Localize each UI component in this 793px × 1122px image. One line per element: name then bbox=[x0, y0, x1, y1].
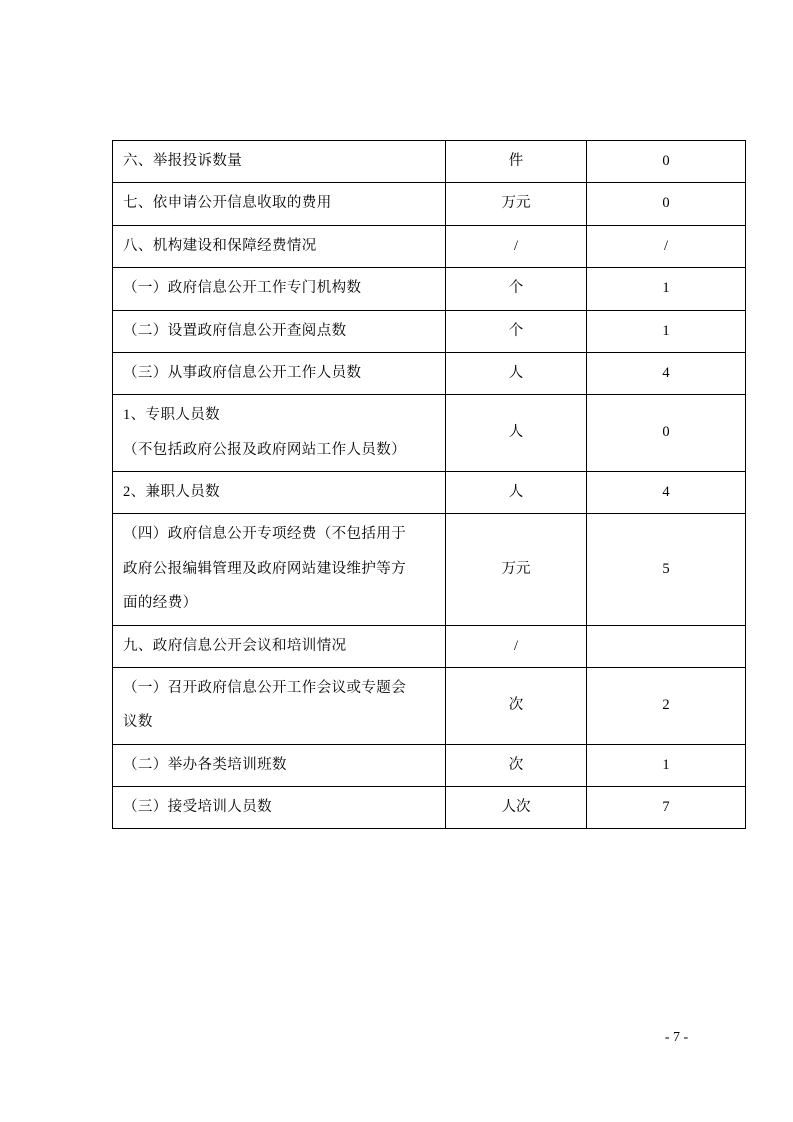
row-label-line: （四）政府信息公开专项经费（不包括用于 bbox=[123, 526, 407, 543]
table-row bbox=[113, 395, 746, 472]
row-label-cell bbox=[113, 667, 446, 744]
row-label-cell bbox=[113, 787, 446, 829]
row-label-line: 面的经费） bbox=[123, 595, 198, 612]
row-label-line: 1、专职人员数 bbox=[123, 407, 221, 424]
row-label-line: 六、举报投诉数量 bbox=[123, 153, 243, 169]
row-label-line: 2、兼职人员数 bbox=[123, 484, 221, 500]
row-unit-cell: 人 bbox=[446, 472, 587, 514]
row-unit-cell: 个 bbox=[446, 310, 587, 352]
row-unit-cell: 件 bbox=[446, 141, 587, 183]
row-unit-cell: 个 bbox=[446, 268, 587, 310]
row-value-cell: 4 bbox=[587, 472, 746, 514]
table-row bbox=[113, 787, 746, 829]
row-value-cell: 5 bbox=[587, 514, 746, 625]
table-row bbox=[113, 268, 746, 310]
row-value-cell: / bbox=[587, 225, 746, 267]
row-label-cell bbox=[113, 472, 446, 514]
row-unit-cell: 万元 bbox=[446, 514, 587, 625]
row-label-line: 议数 bbox=[123, 714, 153, 731]
table-row bbox=[113, 625, 746, 667]
row-unit-cell: 人次 bbox=[446, 787, 587, 829]
row-label-line: 政府公报编辑管理及政府网站建设维护等方 bbox=[123, 560, 407, 577]
row-unit-cell: 次 bbox=[446, 667, 587, 744]
row-unit-cell: 人 bbox=[446, 395, 587, 472]
row-label-cell bbox=[113, 744, 446, 786]
table-row bbox=[113, 744, 746, 786]
row-value-cell: 1 bbox=[587, 744, 746, 786]
table-row bbox=[113, 352, 746, 394]
row-label-cell bbox=[113, 514, 446, 625]
row-label-line: 九、政府信息公开会议和培训情况 bbox=[123, 637, 347, 654]
row-unit-cell: 次 bbox=[446, 744, 587, 786]
table-row bbox=[113, 225, 746, 267]
table-row bbox=[113, 472, 746, 514]
table-row bbox=[113, 667, 746, 744]
table-row bbox=[113, 310, 746, 352]
row-label-line: （一）政府信息公开工作专门机构数 bbox=[123, 280, 362, 297]
row-value-cell: 0 bbox=[587, 183, 746, 225]
row-value-cell bbox=[587, 625, 746, 667]
row-label-cell bbox=[113, 141, 446, 183]
row-value-cell: 0 bbox=[587, 395, 746, 472]
row-value-cell: 2 bbox=[587, 667, 746, 744]
row-unit-cell: / bbox=[446, 625, 587, 667]
row-label-cell bbox=[113, 310, 446, 352]
row-value-cell: 1 bbox=[587, 310, 746, 352]
row-label-line: （二）设置政府信息公开查阅点数 bbox=[123, 322, 347, 339]
row-label-line: （不包括政府公报及政府网站工作人员数） bbox=[123, 441, 407, 458]
row-label-line: （二）举办各类培训班数 bbox=[123, 756, 287, 773]
table-body bbox=[113, 141, 746, 829]
page-number-text: - 7 - bbox=[664, 1030, 689, 1045]
page-number bbox=[0, 1030, 793, 1046]
government-info-disclosure-table bbox=[112, 140, 746, 829]
row-unit-cell: 万元 bbox=[446, 183, 587, 225]
row-value-cell: 1 bbox=[587, 268, 746, 310]
table-row bbox=[113, 141, 746, 183]
row-value-cell: 7 bbox=[587, 787, 746, 829]
row-label-cell bbox=[113, 395, 446, 472]
table-row bbox=[113, 183, 746, 225]
table-row bbox=[113, 514, 746, 625]
row-label-cell bbox=[113, 268, 446, 310]
row-value-cell: 0 bbox=[587, 141, 746, 183]
row-label-line: 八、机构建设和保障经费情况 bbox=[123, 237, 317, 254]
row-label-line: （三）从事政府信息公开工作人员数 bbox=[123, 364, 362, 381]
row-label-cell bbox=[113, 352, 446, 394]
row-label-line: （一）召开政府信息公开工作会议或专题会 bbox=[123, 679, 407, 696]
row-value-cell: 4 bbox=[587, 352, 746, 394]
row-label-cell bbox=[113, 625, 446, 667]
row-label-line: 七、依申请公开信息收取的费用 bbox=[123, 195, 332, 212]
row-label-cell bbox=[113, 183, 446, 225]
row-unit-cell: / bbox=[446, 225, 587, 267]
row-label-line: （三）接受培训人员数 bbox=[123, 799, 272, 815]
row-unit-cell: 人 bbox=[446, 352, 587, 394]
row-label-cell bbox=[113, 225, 446, 267]
